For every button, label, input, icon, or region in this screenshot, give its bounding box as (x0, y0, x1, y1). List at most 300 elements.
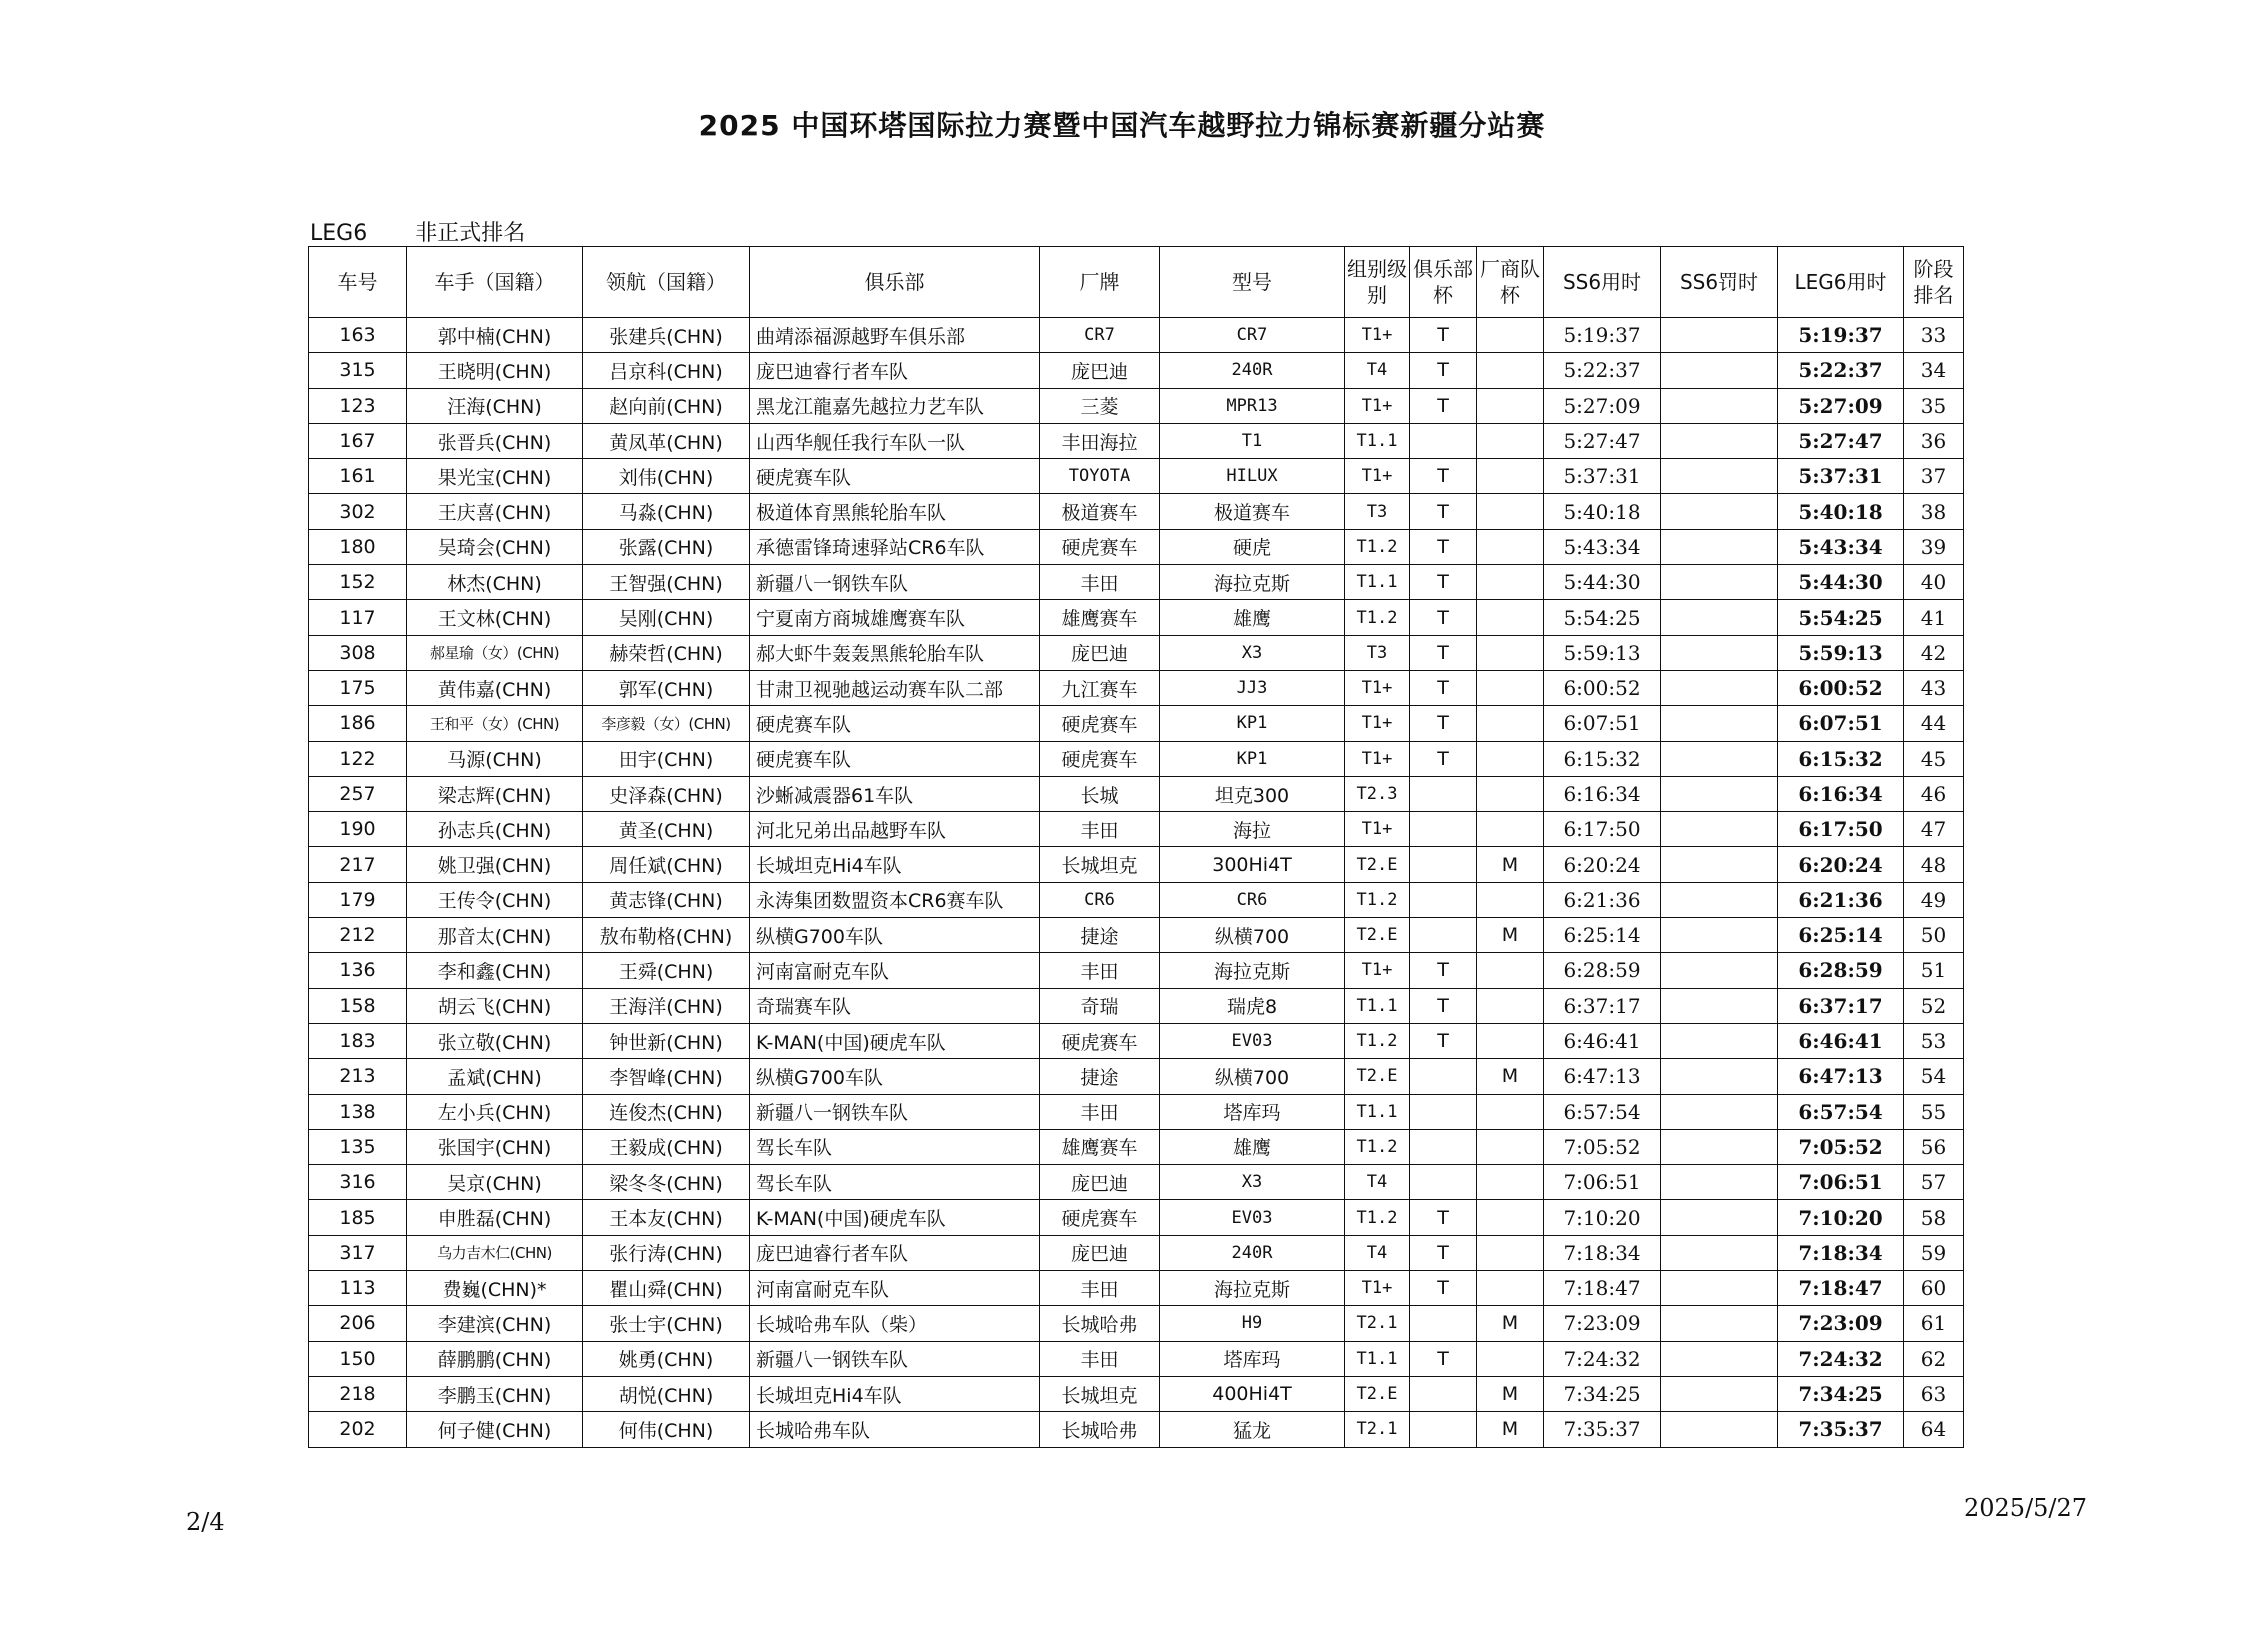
cell-co-driver: 瞿山舜(CHN) (583, 1271, 750, 1306)
cell-club: 纵横G700车队 (750, 1059, 1040, 1094)
cell-car-number: 158 (309, 988, 407, 1023)
cell-co-driver: 何伟(CHN) (583, 1412, 750, 1447)
cell-club-cup (1410, 1376, 1477, 1411)
cell-club-cup: T (1410, 388, 1477, 423)
cell-stage-rank: 44 (1904, 706, 1964, 741)
cell-ss6-penalty (1661, 988, 1778, 1023)
cell-club: 黑龙江龍嘉先越拉力艺车队 (750, 388, 1040, 423)
cell-leg6-time: 7:35:37 (1778, 1412, 1904, 1447)
cell-ss6-time: 6:17:50 (1544, 812, 1661, 847)
col-header-club: 俱乐部 (750, 247, 1040, 318)
cell-ss6-time: 7:18:34 (1544, 1235, 1661, 1270)
cell-club: K-MAN(中国)硬虎车队 (750, 1023, 1040, 1058)
cell-maker-team-cup (1477, 353, 1544, 388)
cell-model: 海拉克斯 (1160, 953, 1345, 988)
cell-car-number: 190 (309, 812, 407, 847)
cell-club-cup: T (1410, 1271, 1477, 1306)
cell-car-number: 183 (309, 1023, 407, 1058)
table-row (309, 318, 1964, 353)
cell-manufacturer: 庞巴迪 (1040, 1235, 1160, 1270)
cell-maker-team-cup (1477, 1200, 1544, 1235)
cell-maker-team-cup (1477, 423, 1544, 458)
cell-class: T2.E (1345, 1376, 1410, 1411)
cell-model: HILUX (1160, 459, 1345, 494)
cell-ss6-penalty (1661, 388, 1778, 423)
cell-model: 300Hi4T (1160, 847, 1345, 882)
cell-co-driver: 王智强(CHN) (583, 565, 750, 600)
cell-car-number: 218 (309, 1376, 407, 1411)
cell-car-number: 152 (309, 565, 407, 600)
cell-co-driver: 钟世新(CHN) (583, 1023, 750, 1058)
cell-ss6-time: 6:15:32 (1544, 741, 1661, 776)
cell-manufacturer: 庞巴迪 (1040, 1165, 1160, 1200)
cell-club-cup: T (1410, 459, 1477, 494)
cell-class: T1+ (1345, 459, 1410, 494)
cell-class: T1+ (1345, 318, 1410, 353)
cell-class: T1.1 (1345, 1341, 1410, 1376)
cell-club-cup (1410, 1412, 1477, 1447)
cell-club-cup (1410, 1165, 1477, 1200)
cell-driver: 王庆喜(CHN) (407, 494, 583, 529)
cell-ss6-time: 6:21:36 (1544, 882, 1661, 917)
cell-club-cup (1410, 812, 1477, 847)
table-row (309, 1129, 1964, 1164)
cell-co-driver: 王本友(CHN) (583, 1200, 750, 1235)
cell-manufacturer: 丰田海拉 (1040, 423, 1160, 458)
cell-club-cup: T (1410, 953, 1477, 988)
ranking-status: 非正式排名 (415, 221, 526, 246)
cell-club-cup (1410, 423, 1477, 458)
cell-driver: 申胜磊(CHN) (407, 1200, 583, 1235)
table-row (309, 670, 1964, 705)
cell-class: T4 (1345, 1165, 1410, 1200)
cell-leg6-time: 6:17:50 (1778, 812, 1904, 847)
cell-ss6-time: 5:54:25 (1544, 600, 1661, 635)
cell-stage-rank: 38 (1904, 494, 1964, 529)
cell-stage-rank: 56 (1904, 1129, 1964, 1164)
cell-leg6-time: 6:00:52 (1778, 670, 1904, 705)
cell-leg6-time: 7:18:47 (1778, 1271, 1904, 1306)
cell-manufacturer: 雄鹰赛车 (1040, 1129, 1160, 1164)
cell-car-number: 302 (309, 494, 407, 529)
cell-stage-rank: 51 (1904, 953, 1964, 988)
cell-ss6-penalty (1661, 1200, 1778, 1235)
cell-stage-rank: 33 (1904, 318, 1964, 353)
cell-ss6-time: 5:40:18 (1544, 494, 1661, 529)
cell-co-driver: 王海洋(CHN) (583, 988, 750, 1023)
table-row (309, 882, 1964, 917)
cell-stage-rank: 60 (1904, 1271, 1964, 1306)
table-row (309, 847, 1964, 882)
cell-stage-rank: 39 (1904, 529, 1964, 564)
cell-leg6-time: 5:59:13 (1778, 635, 1904, 670)
cell-model: X3 (1160, 635, 1345, 670)
cell-ss6-time: 5:37:31 (1544, 459, 1661, 494)
cell-ss6-time: 7:24:32 (1544, 1341, 1661, 1376)
cell-driver: 左小兵(CHN) (407, 1094, 583, 1129)
cell-model: 海拉 (1160, 812, 1345, 847)
cell-leg6-time: 5:44:30 (1778, 565, 1904, 600)
cell-car-number: 138 (309, 1094, 407, 1129)
cell-co-driver: 连俊杰(CHN) (583, 1094, 750, 1129)
col-header-car-number: 车号 (309, 247, 407, 318)
cell-car-number: 185 (309, 1200, 407, 1235)
cell-driver: 黄伟嘉(CHN) (407, 670, 583, 705)
cell-club-cup: T (1410, 741, 1477, 776)
cell-ss6-penalty (1661, 776, 1778, 811)
cell-maker-team-cup (1477, 882, 1544, 917)
cell-stage-rank: 54 (1904, 1059, 1964, 1094)
cell-ss6-penalty (1661, 1094, 1778, 1129)
cell-model: 塔库玛 (1160, 1341, 1345, 1376)
cell-class: T4 (1345, 353, 1410, 388)
cell-leg6-time: 6:20:24 (1778, 847, 1904, 882)
cell-manufacturer: 丰田 (1040, 1271, 1160, 1306)
cell-maker-team-cup (1477, 1129, 1544, 1164)
cell-class: T1.2 (1345, 529, 1410, 564)
cell-manufacturer: 奇瑞 (1040, 988, 1160, 1023)
cell-co-driver: 赫荣哲(CHN) (583, 635, 750, 670)
cell-club: 奇瑞赛车队 (750, 988, 1040, 1023)
cell-car-number: 317 (309, 1235, 407, 1270)
table-row (309, 1271, 1964, 1306)
cell-stage-rank: 36 (1904, 423, 1964, 458)
col-header-ss6-penalty: SS6罚时 (1661, 247, 1778, 318)
cell-manufacturer: 极道赛车 (1040, 494, 1160, 529)
cell-car-number: 175 (309, 670, 407, 705)
cell-ss6-time: 6:28:59 (1544, 953, 1661, 988)
cell-co-driver: 王毅成(CHN) (583, 1129, 750, 1164)
cell-class: T2.E (1345, 918, 1410, 953)
table-row (309, 565, 1964, 600)
cell-club-cup (1410, 847, 1477, 882)
cell-club-cup: T (1410, 635, 1477, 670)
cell-model: CR6 (1160, 882, 1345, 917)
cell-leg6-time: 6:37:17 (1778, 988, 1904, 1023)
table-row (309, 1376, 1964, 1411)
cell-leg6-time: 5:43:34 (1778, 529, 1904, 564)
table-row (309, 353, 1964, 388)
cell-car-number: 136 (309, 953, 407, 988)
cell-manufacturer: 庞巴迪 (1040, 353, 1160, 388)
cell-club: 河北兄弟出品越野车队 (750, 812, 1040, 847)
cell-ss6-penalty (1661, 882, 1778, 917)
cell-car-number: 315 (309, 353, 407, 388)
cell-model: 雄鹰 (1160, 600, 1345, 635)
cell-manufacturer: 丰田 (1040, 953, 1160, 988)
cell-club-cup: T (1410, 670, 1477, 705)
cell-car-number: 122 (309, 741, 407, 776)
cell-ss6-time: 5:27:09 (1544, 388, 1661, 423)
cell-stage-rank: 52 (1904, 988, 1964, 1023)
table-row (309, 1412, 1964, 1447)
col-header-club-cup: 俱乐部杯 (1410, 247, 1477, 318)
cell-stage-rank: 48 (1904, 847, 1964, 882)
table-row (309, 1023, 1964, 1058)
cell-ss6-time: 6:07:51 (1544, 706, 1661, 741)
cell-car-number: 186 (309, 706, 407, 741)
cell-driver: 郭中楠(CHN) (407, 318, 583, 353)
cell-leg6-time: 6:25:14 (1778, 918, 1904, 953)
cell-stage-rank: 57 (1904, 1165, 1964, 1200)
cell-ss6-time: 6:47:13 (1544, 1059, 1661, 1094)
cell-manufacturer: 硬虎赛车 (1040, 529, 1160, 564)
cell-ss6-penalty (1661, 1412, 1778, 1447)
cell-stage-rank: 47 (1904, 812, 1964, 847)
cell-car-number: 179 (309, 882, 407, 917)
cell-model: 坦克300 (1160, 776, 1345, 811)
cell-model: 海拉克斯 (1160, 1271, 1345, 1306)
cell-club-cup: T (1410, 1200, 1477, 1235)
cell-club: 长城哈弗车队（柴） (750, 1306, 1040, 1341)
cell-class: T1+ (1345, 741, 1410, 776)
cell-ss6-time: 5:19:37 (1544, 318, 1661, 353)
cell-manufacturer: 捷途 (1040, 918, 1160, 953)
cell-club: K-MAN(中国)硬虎车队 (750, 1200, 1040, 1235)
cell-maker-team-cup (1477, 670, 1544, 705)
col-header-co-driver: 领航（国籍） (583, 247, 750, 318)
cell-class: T2.E (1345, 1059, 1410, 1094)
cell-co-driver: 李彦毅（女）(CHN) (583, 706, 750, 741)
cell-manufacturer: 硬虎赛车 (1040, 1200, 1160, 1235)
cell-ss6-penalty (1661, 1023, 1778, 1058)
cell-manufacturer: 丰田 (1040, 565, 1160, 600)
cell-manufacturer: 庞巴迪 (1040, 635, 1160, 670)
cell-club: 长城哈弗车队 (750, 1412, 1040, 1447)
cell-class: T3 (1345, 635, 1410, 670)
cell-driver: 吴京(CHN) (407, 1165, 583, 1200)
table-row (309, 1059, 1964, 1094)
cell-model: 雄鹰 (1160, 1129, 1345, 1164)
cell-class: T2.3 (1345, 776, 1410, 811)
col-header-driver: 车手（国籍） (407, 247, 583, 318)
cell-model: 塔库玛 (1160, 1094, 1345, 1129)
cell-club: 沙蜥减震器61车队 (750, 776, 1040, 811)
cell-club-cup (1410, 1094, 1477, 1129)
cell-ss6-penalty (1661, 423, 1778, 458)
cell-ss6-penalty (1661, 847, 1778, 882)
cell-club: 承德雷锋琦速驿站CR6车队 (750, 529, 1040, 564)
cell-maker-team-cup (1477, 494, 1544, 529)
cell-co-driver: 梁冬冬(CHN) (583, 1165, 750, 1200)
cell-stage-rank: 63 (1904, 1376, 1964, 1411)
cell-driver: 孟斌(CHN) (407, 1059, 583, 1094)
cell-club: 新疆八一钢铁车队 (750, 565, 1040, 600)
cell-class: T1.1 (1345, 988, 1410, 1023)
cell-class: T3 (1345, 494, 1410, 529)
cell-club: 河南富耐克车队 (750, 953, 1040, 988)
table-row (309, 741, 1964, 776)
cell-leg6-time: 6:21:36 (1778, 882, 1904, 917)
cell-manufacturer: 九江赛车 (1040, 670, 1160, 705)
cell-driver: 李鹏玉(CHN) (407, 1376, 583, 1411)
cell-model: 240R (1160, 1235, 1345, 1270)
cell-manufacturer: 长城坦克 (1040, 1376, 1160, 1411)
table-row (309, 600, 1964, 635)
cell-class: T1+ (1345, 670, 1410, 705)
cell-manufacturer: 雄鹰赛车 (1040, 600, 1160, 635)
cell-model: X3 (1160, 1165, 1345, 1200)
cell-maker-team-cup (1477, 1165, 1544, 1200)
cell-maker-team-cup: M (1477, 847, 1544, 882)
cell-co-driver: 吴刚(CHN) (583, 600, 750, 635)
cell-stage-rank: 34 (1904, 353, 1964, 388)
cell-car-number: 117 (309, 600, 407, 635)
cell-stage-rank: 40 (1904, 565, 1964, 600)
cell-ss6-time: 7:18:47 (1544, 1271, 1661, 1306)
cell-co-driver: 张士宇(CHN) (583, 1306, 750, 1341)
cell-stage-rank: 37 (1904, 459, 1964, 494)
table-row (309, 706, 1964, 741)
cell-driver: 梁志辉(CHN) (407, 776, 583, 811)
cell-manufacturer: CR7 (1040, 318, 1160, 353)
cell-leg6-time: 5:27:47 (1778, 423, 1904, 458)
cell-manufacturer: 丰田 (1040, 812, 1160, 847)
cell-co-driver: 姚勇(CHN) (583, 1341, 750, 1376)
cell-club: 新疆八一钢铁车队 (750, 1094, 1040, 1129)
cell-co-driver: 黄凤革(CHN) (583, 423, 750, 458)
cell-club: 河南富耐克车队 (750, 1271, 1040, 1306)
cell-manufacturer: 长城坦克 (1040, 847, 1160, 882)
cell-leg6-time: 5:37:31 (1778, 459, 1904, 494)
cell-driver: 郝星瑜（女）(CHN) (407, 635, 583, 670)
col-header-model: 型号 (1160, 247, 1345, 318)
cell-class: T1.2 (1345, 882, 1410, 917)
cell-stage-rank: 46 (1904, 776, 1964, 811)
cell-club: 曲靖添福源越野车俱乐部 (750, 318, 1040, 353)
cell-model: EV03 (1160, 1023, 1345, 1058)
cell-manufacturer: 长城哈弗 (1040, 1412, 1160, 1447)
cell-car-number: 180 (309, 529, 407, 564)
cell-ss6-time: 5:59:13 (1544, 635, 1661, 670)
cell-class: T1.1 (1345, 423, 1410, 458)
cell-driver: 张晋兵(CHN) (407, 423, 583, 458)
cell-ss6-time: 6:16:34 (1544, 776, 1661, 811)
cell-driver: 李和鑫(CHN) (407, 953, 583, 988)
cell-stage-rank: 55 (1904, 1094, 1964, 1129)
cell-maker-team-cup (1477, 635, 1544, 670)
cell-leg6-time: 6:15:32 (1778, 741, 1904, 776)
table-row (309, 953, 1964, 988)
cell-model: 240R (1160, 353, 1345, 388)
results-table (308, 246, 1964, 1448)
cell-co-driver: 张露(CHN) (583, 529, 750, 564)
cell-driver: 胡云飞(CHN) (407, 988, 583, 1023)
cell-leg6-time: 7:05:52 (1778, 1129, 1904, 1164)
cell-car-number: 163 (309, 318, 407, 353)
cell-ss6-penalty (1661, 706, 1778, 741)
cell-driver: 薛鹏鹏(CHN) (407, 1341, 583, 1376)
cell-class: T1+ (1345, 1271, 1410, 1306)
col-header-manufacturer: 厂牌 (1040, 247, 1160, 318)
cell-co-driver: 张行涛(CHN) (583, 1235, 750, 1270)
cell-club: 驾长车队 (750, 1129, 1040, 1164)
cell-club-cup (1410, 776, 1477, 811)
cell-car-number: 135 (309, 1129, 407, 1164)
cell-ss6-time: 5:27:47 (1544, 423, 1661, 458)
cell-car-number: 113 (309, 1271, 407, 1306)
cell-leg6-time: 5:22:37 (1778, 353, 1904, 388)
leg-label: LEG6 (310, 221, 368, 246)
cell-ss6-penalty (1661, 494, 1778, 529)
cell-co-driver: 赵向前(CHN) (583, 388, 750, 423)
cell-leg6-time: 7:10:20 (1778, 1200, 1904, 1235)
cell-club: 新疆八一钢铁车队 (750, 1341, 1040, 1376)
cell-driver: 费巍(CHN)* (407, 1271, 583, 1306)
cell-club-cup: T (1410, 706, 1477, 741)
cell-club-cup (1410, 918, 1477, 953)
cell-ss6-penalty (1661, 318, 1778, 353)
cell-club-cup: T (1410, 353, 1477, 388)
table-row (309, 918, 1964, 953)
cell-stage-rank: 49 (1904, 882, 1964, 917)
cell-club-cup: T (1410, 600, 1477, 635)
cell-manufacturer: 长城 (1040, 776, 1160, 811)
cell-ss6-penalty (1661, 1235, 1778, 1270)
cell-class: T1.1 (1345, 565, 1410, 600)
cell-maker-team-cup (1477, 318, 1544, 353)
cell-car-number: 217 (309, 847, 407, 882)
cell-maker-team-cup (1477, 988, 1544, 1023)
cell-club: 纵横G700车队 (750, 918, 1040, 953)
cell-car-number: 150 (309, 1341, 407, 1376)
cell-ss6-time: 7:34:25 (1544, 1376, 1661, 1411)
cell-manufacturer: CR6 (1040, 882, 1160, 917)
cell-maker-team-cup (1477, 529, 1544, 564)
cell-leg6-time: 7:18:34 (1778, 1235, 1904, 1270)
cell-ss6-time: 6:37:17 (1544, 988, 1661, 1023)
cell-class: T2.1 (1345, 1412, 1410, 1447)
cell-maker-team-cup (1477, 776, 1544, 811)
cell-club: 极道体育黑熊轮胎车队 (750, 494, 1040, 529)
cell-class: T1.2 (1345, 1200, 1410, 1235)
cell-driver: 王和平（女）(CHN) (407, 706, 583, 741)
cell-leg6-time: 5:27:09 (1778, 388, 1904, 423)
cell-leg6-time: 6:47:13 (1778, 1059, 1904, 1094)
cell-stage-rank: 41 (1904, 600, 1964, 635)
table-row (309, 776, 1964, 811)
table-header-row (309, 247, 1964, 318)
cell-driver: 王文林(CHN) (407, 600, 583, 635)
cell-club: 郝大虾牛轰轰黑熊轮胎车队 (750, 635, 1040, 670)
col-header-stage-rank: 阶段排名 (1904, 247, 1964, 318)
cell-leg6-time: 6:57:54 (1778, 1094, 1904, 1129)
cell-ss6-time: 6:57:54 (1544, 1094, 1661, 1129)
cell-manufacturer: 硬虎赛车 (1040, 1023, 1160, 1058)
cell-class: T1+ (1345, 388, 1410, 423)
cell-model: KP1 (1160, 706, 1345, 741)
cell-class: T4 (1345, 1235, 1410, 1270)
cell-car-number: 123 (309, 388, 407, 423)
cell-model: 纵横700 (1160, 918, 1345, 953)
cell-maker-team-cup (1477, 1341, 1544, 1376)
cell-stage-rank: 35 (1904, 388, 1964, 423)
cell-manufacturer: 丰田 (1040, 1341, 1160, 1376)
col-header-maker-team-cup: 厂商队杯 (1477, 247, 1544, 318)
cell-ss6-penalty (1661, 1059, 1778, 1094)
cell-leg6-time: 5:40:18 (1778, 494, 1904, 529)
cell-stage-rank: 50 (1904, 918, 1964, 953)
cell-club: 长城坦克Hi4车队 (750, 1376, 1040, 1411)
cell-club: 宁夏南方商城雄鹰赛车队 (750, 600, 1040, 635)
cell-co-driver: 马淼(CHN) (583, 494, 750, 529)
cell-ss6-time: 7:10:20 (1544, 1200, 1661, 1235)
cell-co-driver: 张建兵(CHN) (583, 318, 750, 353)
cell-stage-rank: 45 (1904, 741, 1964, 776)
cell-ss6-penalty (1661, 635, 1778, 670)
cell-model: 猛龙 (1160, 1412, 1345, 1447)
cell-club: 硬虎赛车队 (750, 459, 1040, 494)
